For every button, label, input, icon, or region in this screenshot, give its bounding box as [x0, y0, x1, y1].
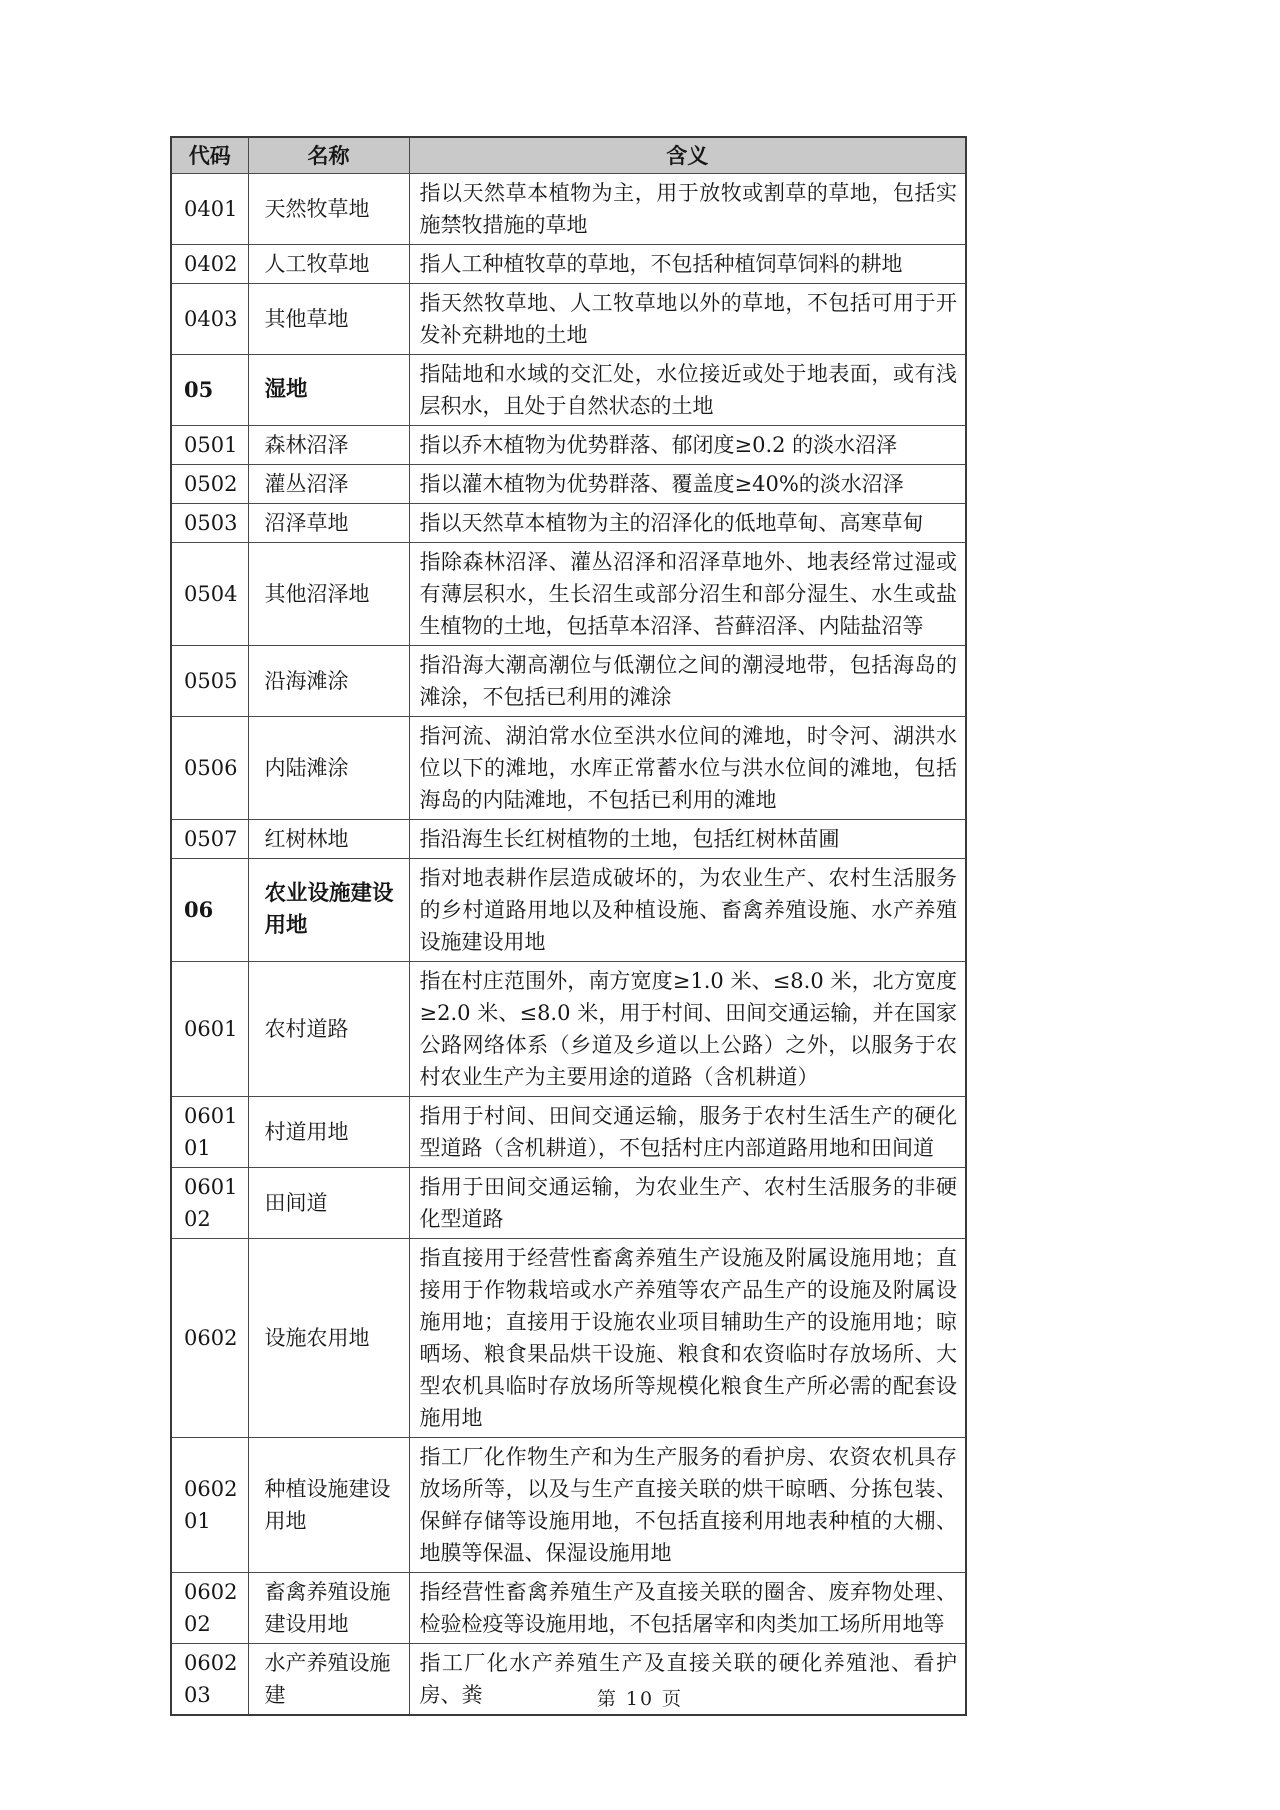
- table-row: [171, 1168, 966, 1239]
- table-row: [171, 646, 966, 717]
- code-cell: 0401: [171, 174, 248, 245]
- code-cell: 060202: [171, 1573, 248, 1644]
- land-use-classification-table: [170, 136, 967, 1716]
- meaning-cell: 指以天然草本植物为主，用于放牧或割草的草地，包括实施禁牧措施的草地: [409, 174, 966, 245]
- name-cell: 森林沼泽: [248, 426, 409, 465]
- code-cell: 0403: [171, 284, 248, 355]
- meaning-cell: 指用于田间交通运输，为农业生产、农村生活服务的非硬化型道路: [409, 1168, 966, 1239]
- name-cell: 畜禽养殖设施建设用地: [248, 1573, 409, 1644]
- name-cell: 种植设施建设用地: [248, 1438, 409, 1573]
- table-row: [171, 174, 966, 245]
- code-cell: 060201: [171, 1438, 248, 1573]
- meaning-cell: 指以乔木植物为优势群落、郁闭度≥0.2 的淡水沼泽: [409, 426, 966, 465]
- meaning-cell: 指工厂化水产养殖生产及直接关联的硬化养殖池、看护房、粪: [409, 1644, 966, 1716]
- meaning-cell: 指河流、湖泊常水位至洪水位间的滩地，时令河、湖洪水位以下的滩地，水库正常蓄水位与洪水位间的滩地，包括海岛的内陆滩地，不包括已利用的滩地: [409, 717, 966, 820]
- table-row: [171, 465, 966, 504]
- code-cell: 060102: [171, 1168, 248, 1239]
- name-cell: 内陆滩涂: [248, 717, 409, 820]
- name-cell: 其他草地: [248, 284, 409, 355]
- table-row: [171, 1573, 966, 1644]
- column-header-name: 名称: [248, 137, 409, 174]
- name-cell: 农业设施建设用地: [248, 859, 409, 962]
- code-cell: 060203: [171, 1644, 248, 1716]
- code-cell: 06: [171, 859, 248, 962]
- table-header-row: [171, 137, 966, 174]
- table-row: [171, 543, 966, 646]
- name-cell: 人工牧草地: [248, 245, 409, 284]
- meaning-cell: 指陆地和水域的交汇处，水位接近或处于地表面，或有浅层积水，且处于自然状态的土地: [409, 355, 966, 426]
- name-cell: 沿海滩涂: [248, 646, 409, 717]
- name-cell: 设施农用地: [248, 1239, 409, 1438]
- meaning-cell: 指直接用于经营性畜禽养殖生产设施及附属设施用地；直接用于作物栽培或水产养殖等农产品生产的设施及附属设施用地；直接用于设施农业项目辅助生产的设施用地；晾晒场、粮食果品烘干设施、粮食和农资临时存放场所、大型农机具临时存放场所等规模化粮食生产所必需的配套设施用地: [409, 1239, 966, 1438]
- meaning-cell: 指天然牧草地、人工牧草地以外的草地，不包括可用于开发补充耕地的土地: [409, 284, 966, 355]
- table-row: [171, 820, 966, 859]
- name-cell: 村道用地: [248, 1097, 409, 1168]
- name-cell: 沼泽草地: [248, 504, 409, 543]
- table-row: [171, 245, 966, 284]
- code-cell: 0504: [171, 543, 248, 646]
- table-row: [171, 1239, 966, 1438]
- meaning-cell: 指用于村间、田间交通运输，服务于农村生活生产的硬化型道路（含机耕道），不包括村庄内部道路用地和田间道: [409, 1097, 966, 1168]
- meaning-cell: 指对地表耕作层造成破坏的，为农业生产、农村生活服务的乡村道路用地以及种植设施、畜禽养殖设施、水产养殖设施建设用地: [409, 859, 966, 962]
- column-header-meaning: 含义: [409, 137, 966, 174]
- table-row: [171, 1097, 966, 1168]
- meaning-cell: 指除森林沼泽、灌丛沼泽和沼泽草地外、地表经常过湿或有薄层积水，生长沼生或部分沼生和部分湿生、水生或盐生植物的土地，包括草本沼泽、苔藓沼泽、内陆盐沼等: [409, 543, 966, 646]
- code-cell: 0503: [171, 504, 248, 543]
- name-cell: 水产养殖设施建: [248, 1644, 409, 1716]
- table-row: [171, 859, 966, 962]
- code-cell: 0602: [171, 1239, 248, 1438]
- meaning-cell: 指经营性畜禽养殖生产及直接关联的圈舍、废弃物处理、检验检疫等设施用地，不包括屠宰和肉类加工场所用地等: [409, 1573, 966, 1644]
- column-header-code: 代码: [171, 137, 248, 174]
- table-row: [171, 504, 966, 543]
- table-row: [171, 1438, 966, 1573]
- name-cell: 其他沼泽地: [248, 543, 409, 646]
- name-cell: 天然牧草地: [248, 174, 409, 245]
- meaning-cell: 指沿海生长红树植物的土地，包括红树林苗圃: [409, 820, 966, 859]
- meaning-cell: 指以天然草本植物为主的沼泽化的低地草甸、高寒草甸: [409, 504, 966, 543]
- code-cell: 0501: [171, 426, 248, 465]
- code-cell: 0402: [171, 245, 248, 284]
- meaning-cell: 指工厂化作物生产和为生产服务的看护房、农资农机具存放场所等，以及与生产直接关联的烘干晾晒、分拣包装、保鲜存储等设施用地，不包括直接利用地表种植的大棚、地膜等保温、保湿设施用地: [409, 1438, 966, 1573]
- page-number: 第 10 页: [596, 1688, 684, 1710]
- meaning-cell: 指人工种植牧草的草地，不包括种植饲草饲料的耕地: [409, 245, 966, 284]
- code-cell: 0506: [171, 717, 248, 820]
- table-row: [171, 962, 966, 1097]
- code-cell: 0505: [171, 646, 248, 717]
- table-row: [171, 355, 966, 426]
- code-cell: 060101: [171, 1097, 248, 1168]
- code-cell: 05: [171, 355, 248, 426]
- table-row: [171, 426, 966, 465]
- code-cell: 0507: [171, 820, 248, 859]
- table-row: [171, 284, 966, 355]
- name-cell: 灌丛沼泽: [248, 465, 409, 504]
- code-cell: 0601: [171, 962, 248, 1097]
- name-cell: 田间道: [248, 1168, 409, 1239]
- meaning-cell: 指以灌木植物为优势群落、覆盖度≥40%的淡水沼泽: [409, 465, 966, 504]
- name-cell: 红树林地: [248, 820, 409, 859]
- table-body: [171, 174, 966, 1716]
- name-cell: 湿地: [248, 355, 409, 426]
- meaning-cell: 指在村庄范围外，南方宽度≥1.0 米、≤8.0 米，北方宽度≥2.0 米、≤8.0 米，用于村间、田间交通运输，并在国家公路网络体系（乡道及乡道以上公路）之外，以服务于农村农业生产为主要用途的道路（含机耕道）: [409, 962, 966, 1097]
- meaning-cell: 指沿海大潮高潮位与低潮位之间的潮浸地带，包括海岛的滩涂，不包括已利用的滩涂: [409, 646, 966, 717]
- code-cell: 0502: [171, 465, 248, 504]
- table-row: [171, 717, 966, 820]
- name-cell: 农村道路: [248, 962, 409, 1097]
